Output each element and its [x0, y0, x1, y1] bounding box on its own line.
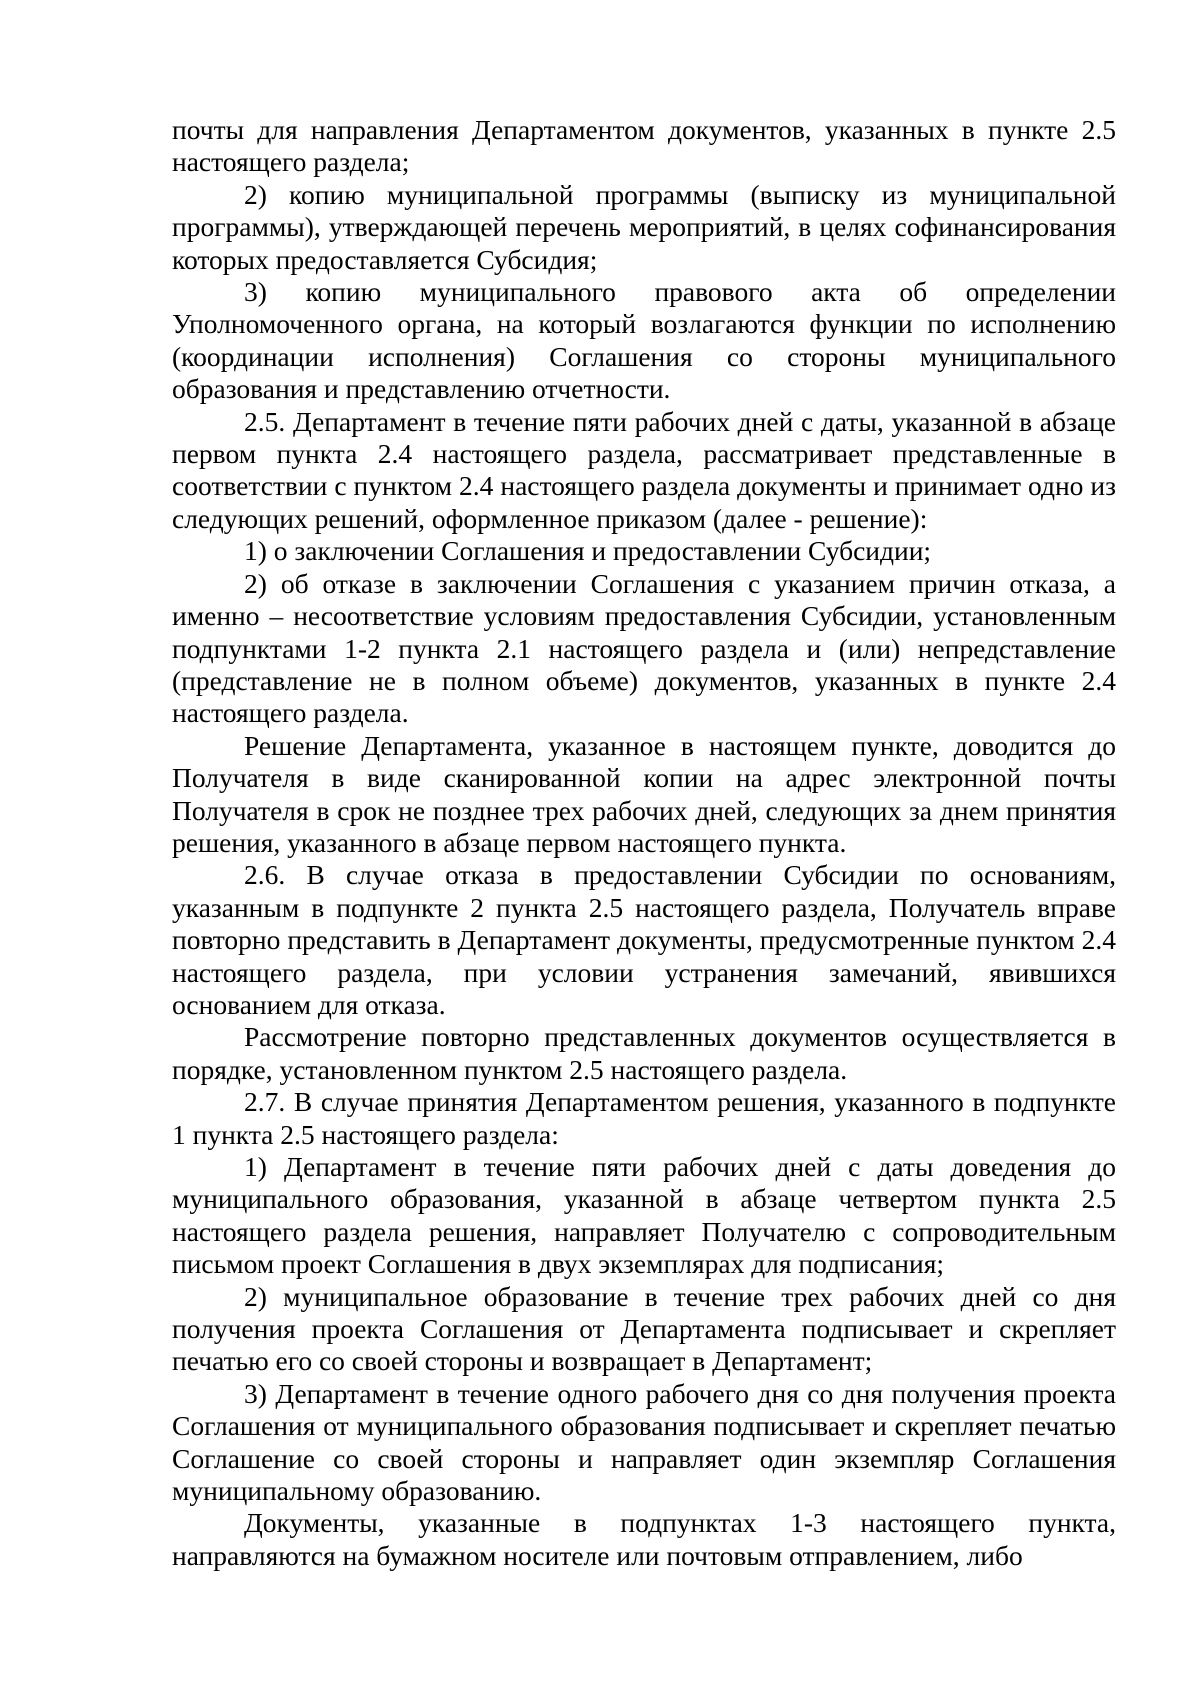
paragraph-documents-delivery: Документы, указанные в подпунктах 1-3 настоящего пункта, направляются на бумажном носителе или почтовым отправлением, либо: [172, 1507, 1116, 1571]
paragraph-email-continuation: почты для направления Департаментом документов, указанных в пункте 2.5 настоящего раздела;: [172, 114, 1116, 178]
document-page: [172, 114, 1116, 1572]
paragraph-step-2: 2) муниципальное образование в течение трех рабочих дней со дня получения проекта Соглашения от Департамента подписывает и скрепляет печатью его со своей стороны и возвращает в Департамент;: [172, 1280, 1116, 1377]
paragraph-decision-1: 1) о заключении Соглашения и предоставлении Субсидии;: [244, 535, 932, 567]
paragraph-section-2-7: 2.7. В случае принятия Департаментом решения, указанного в подпункте 1 пункта 2.5 настоящего раздела:: [172, 1086, 1116, 1150]
paragraph-resubmission-review: Рассмотрение повторно представленных документов осуществляется в порядке, установленном пунктом 2.5 настоящего раздела.: [172, 1021, 1116, 1085]
paragraph-section-2-5: 2.5. Департамент в течение пяти рабочих дней с даты, указанной в абзаце первом пункта 2.4 настоящего раздела, рассматривает представленные в соответствии с пунктом 2.4 настоящего раздела документы и принимает одно из следующих решений, оформленное приказом (далее - решение):: [172, 405, 1116, 534]
paragraph-decision-notification: Решение Департамента, указанное в настоящем пункте, доводится до Получателя в виде сканированной копии на адрес электронной почты Получателя в срок не позднее трех рабочих дней, следующих за днем принятия решения, указанного в абзаце первом настоящего пункта.: [172, 729, 1116, 858]
paragraph-item-3-legal-act-copy: 3) копию муниципального правового акта об определении Уполномоченного органа, на который возлагаются функции по исполнению (координации исполнения) Соглашения со стороны муниципального образования и представлению отчетности.: [172, 276, 1116, 405]
paragraph-step-1: 1) Департамент в течение пяти рабочих дней с даты доведения до муниципального образования, указанной в абзаце четвертом пункта 2.5 настоящего раздела решения, направляет Получателю с сопроводительным письмом проект Соглашения в двух экземплярах для подписания;: [172, 1151, 1116, 1280]
paragraph-item-2-program-copy: 2) копию муниципальной программы (выписку из муниципальной программы), утверждающей перечень мероприятий, в целях софинансирования которых предоставляется Субсидия;: [172, 178, 1116, 275]
paragraph-decision-2: 2) об отказе в заключении Соглашения с указанием причин отказа, а именно – несоответствие условиям предоставления Субсидии, установленным подпунктами 1-2 пункта 2.1 настоящего раздела и (или) непредставление (представление не в полном объеме) документов, указанных в пункте 2.4 настоящего раздела.: [172, 567, 1116, 729]
paragraph-step-3: 3) Департамент в течение одного рабочего дня со дня получения проекта Соглашения от муниципального образования подписывает и скрепляет печатью Соглашение со своей стороны и направляет один экземпляр Соглашения муниципальному образованию.: [172, 1377, 1116, 1507]
paragraph-section-2-6: 2.6. В случае отказа в предоставлении Субсидии по основаниям, указанным в подпункте 2 пункта 2.5 настоящего раздела, Получатель вправе повторно представить в Департамент документы, предусмотренные пунктом 2.4 настоящего раздела, при условии устранения замечаний, явившихся основанием для отказа.: [172, 859, 1116, 1020]
